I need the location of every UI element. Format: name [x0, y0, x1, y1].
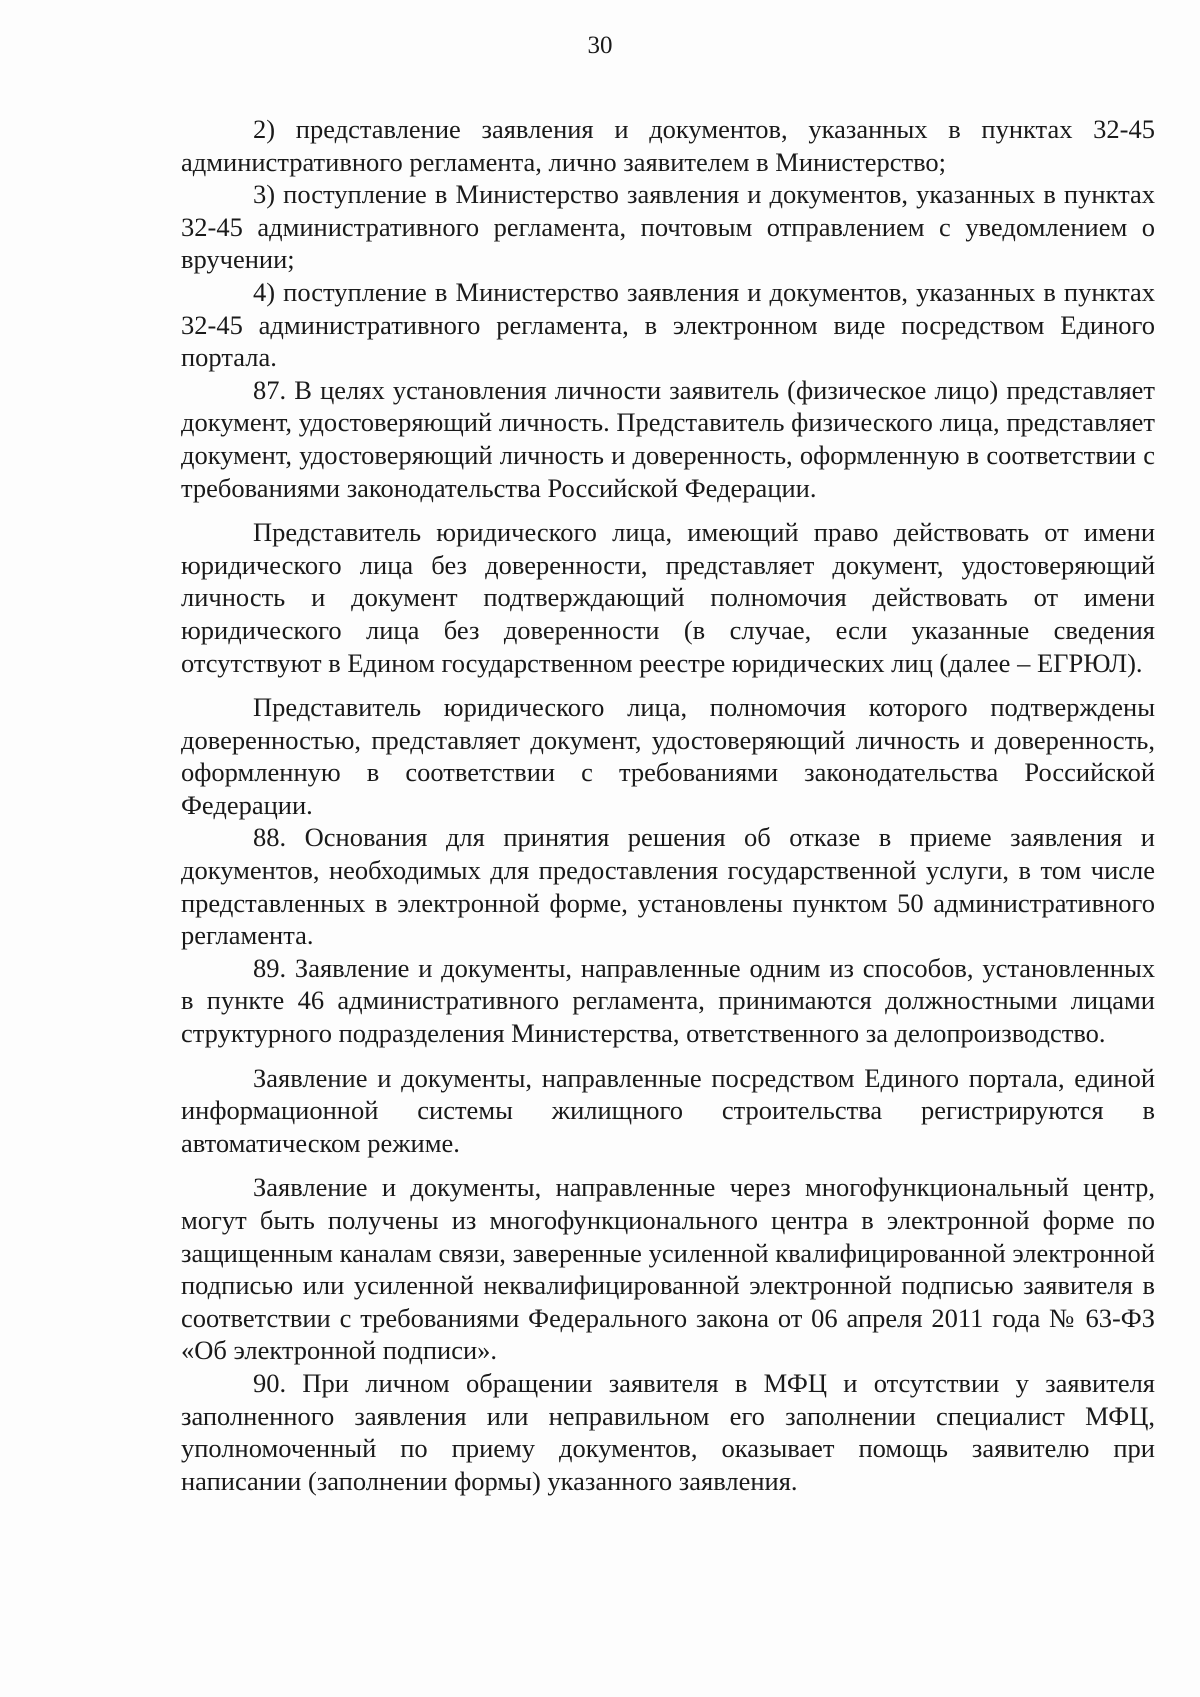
paragraph-legal-entity-representative: Представитель юридического лица, имеющий право действовать от имени юридического лица без доверенности, представляет документ, удостоверяющий личность и документ подтверждающий полномочия действовать от имени юридического лица без доверенности (в случае, если указанные сведения отсутствуют в Едином государственном реестре юридических лиц (далее – ЕГРЮЛ). — [181, 517, 1155, 678]
paragraph-88: 88. Основания для принятия решения об отказе в приеме заявления и документов, необходимых для предоставления государственной услуги, в том числе представленных в электронной форме, установлены пунктом 50 административного регламента. — [181, 822, 1155, 951]
paragraph-unified-portal: Заявление и документы, направленные посредством Единого портала, единой информационной системы жилищного строительства регистрируются в автоматическом режиме. — [181, 1062, 1155, 1158]
paragraph-item-3: 3) поступление в Министерство заявления и документов, указанных в пунктах 32-45 административного регламента, почтовым отправлением с уведомлением о вручении; — [181, 179, 1155, 275]
paragraph-item-2: 2) представление заявления и документов, указанных в пунктах 32-45 административного регламента, лично заявителем в Министерство; — [181, 114, 1155, 177]
paragraph-proxy-representative: Представитель юридического лица, полномочия которого подтверждены доверенностью, представляет документ, удостоверяющий личность и доверенность, оформленную в соответствии с требованиями законодательства Российской Федерации. — [181, 692, 1155, 820]
paragraph-90: 90. При личном обращении заявителя в МФЦ и отсутствии у заявителя заполненного заявления или неправильном его заполнении специалист МФЦ, уполномоченный по приему документов, оказывает помощь заявителю при написании (заполнении формы) указанного заявления. — [181, 1367, 1155, 1496]
page-number: 30 — [587, 32, 613, 59]
paragraph-89: 89. Заявление и документы, направленные одним из способов, установленных в пункте 46 административного регламента, принимаются должностными лицами структурного подразделения Министерства, ответственного за делопроизводство. — [181, 952, 1155, 1049]
document-body — [181, 113, 1155, 1497]
paragraph-mfc-electronic: Заявление и документы, направленные через многофункциональный центр, могут быть получены из многофункционального центра в электронной форме по защищенным каналам связи, заверенные усиленной квалифицированной электронной подписью или усиленной неквалифицированной электронной подписью заявителя в соответствии с требованиями Федерального закона от 06 апреля 2011 года № 63-ФЗ «Об электронной подписи». — [181, 1172, 1155, 1366]
paragraph-87: 87. В целях установления личности заявитель (физическое лицо) представляет документ, удостоверяющий личность. Представитель физического лица, представляет документ, удостоверяющий личность и доверенность, оформленную в соответствии с требованиями законодательства Российской Федерации. — [181, 374, 1155, 503]
paragraph-item-4: 4) поступление в Министерство заявления и документов, указанных в пунктах 32-45 административного регламента, в электронном виде посредством Единого портала. — [181, 276, 1155, 373]
